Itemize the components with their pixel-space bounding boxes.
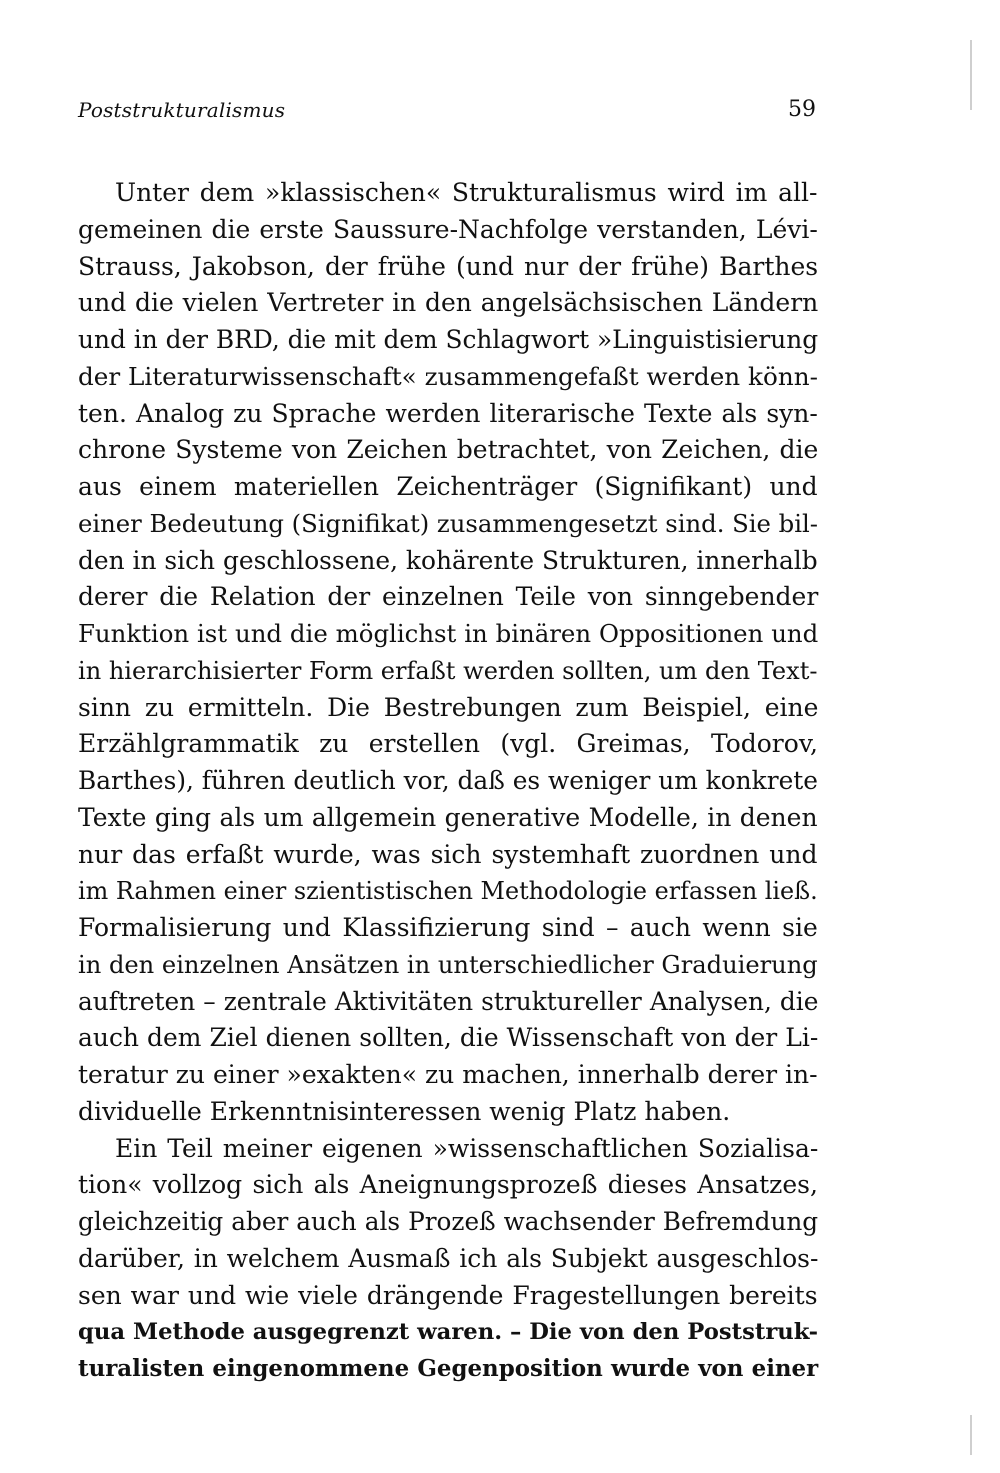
text-line: Formalisierung und Klassifizierung sind – auch wenn sie <box>78 913 818 942</box>
text-line: Texte ging als um allgemein generative Modelle, in denen <box>78 802 818 832</box>
text-line: auftreten – zentrale Aktivitäten struktureller Analysen, die <box>78 986 819 1016</box>
text-line: qua Methode ausgegrenzt waren. – Die von den Poststruk- <box>78 1319 819 1346</box>
text-line: und in der BRD, die mit dem Schlagwort »Linguistisierung <box>78 325 819 354</box>
text-line: Barthes), führen deutlich vor, daß es weniger um konkrete <box>78 766 818 795</box>
body-text <box>78 175 818 1388</box>
text-line: in hierarchisierter Form erfaßt werden sollten, um den Text- <box>78 656 818 685</box>
text-line: tion« vollzog sich als Aneignungsprozeß dieses Ansatzes, <box>78 1170 818 1200</box>
text-line: gleichzeitig aber auch als Prozeß wachsender Befremdung <box>78 1207 819 1236</box>
page-number: 59 <box>788 97 816 122</box>
running-head: Poststrukturalismus <box>78 98 286 122</box>
text-line: Funktion ist und die möglichst in binären Oppositionen und <box>78 619 819 648</box>
text-line: derer die Relation der einzelnen Teile von sinngebender <box>78 582 819 612</box>
text-line: chrone Systeme von Zeichen betrachtet, von Zeichen, die <box>78 435 819 465</box>
text-line: einer Bedeutung (Signifikat) zusammengesetzt sind. Sie bil- <box>78 508 818 538</box>
text-line: Unter dem »klassischen« Strukturalismus wird im all- <box>115 178 818 207</box>
text-line: nur das erfaßt wurde, was sich systemhaft zuordnen und <box>78 839 818 869</box>
text-line: teratur zu einer »exakten« zu machen, innerhalb derer in- <box>78 1060 818 1089</box>
text-line: auch dem Ziel dienen sollten, die Wissenschaft von der Li- <box>78 1023 819 1053</box>
text-line: dividuelle Erkenntnisinteressen wenig Platz haben. <box>78 1096 731 1126</box>
text-line: sinn zu ermitteln. Die Bestrebungen zum Beispiel, eine <box>78 692 819 722</box>
text-line: Ein Teil meiner eigenen »wissenschaftlichen Sozialisa- <box>115 1133 819 1163</box>
scan-edge-mark <box>970 40 972 110</box>
text-line: darüber, in welchem Ausmaß ich als Subjekt ausgeschlos- <box>78 1243 819 1273</box>
scan-edge-mark <box>970 1415 972 1455</box>
text-line: turalisten eingenommene Gegenposition wurde von einer <box>78 1355 819 1382</box>
text-line: und die vielen Vertreter in den angelsächsischen Ländern <box>78 288 819 318</box>
paragraph-2 <box>78 1131 818 1388</box>
text-line: ten. Analog zu Sprache werden literarische Texte als syn- <box>78 398 818 428</box>
text-line: Strauss, Jakobson, der frühe (und nur der frühe) Barthes <box>78 251 819 281</box>
paragraph-1 <box>78 175 818 1131</box>
text-line: den in sich geschlossene, kohärente Strukturen, innerhalb <box>78 545 818 575</box>
text-line: Erzählgrammatik zu erstellen (vgl. Greimas, Todorov, <box>78 729 818 759</box>
text-line: der Literaturwissenschaft« zusammengefaßt werden könn- <box>78 361 818 391</box>
text-line: in den einzelnen Ansätzen in unterschiedlicher Graduierung <box>78 950 818 979</box>
text-line: aus einem materiellen Zeichenträger (Signifikant) und <box>78 472 818 501</box>
text-line: gemeinen die erste Saussure-Nachfolge verstanden, Lévi- <box>78 214 818 244</box>
text-line: sen war und wie viele drängende Fragestellungen bereits <box>78 1280 818 1310</box>
text-line: im Rahmen einer szientistischen Methodologie erfassen ließ. <box>78 877 818 906</box>
